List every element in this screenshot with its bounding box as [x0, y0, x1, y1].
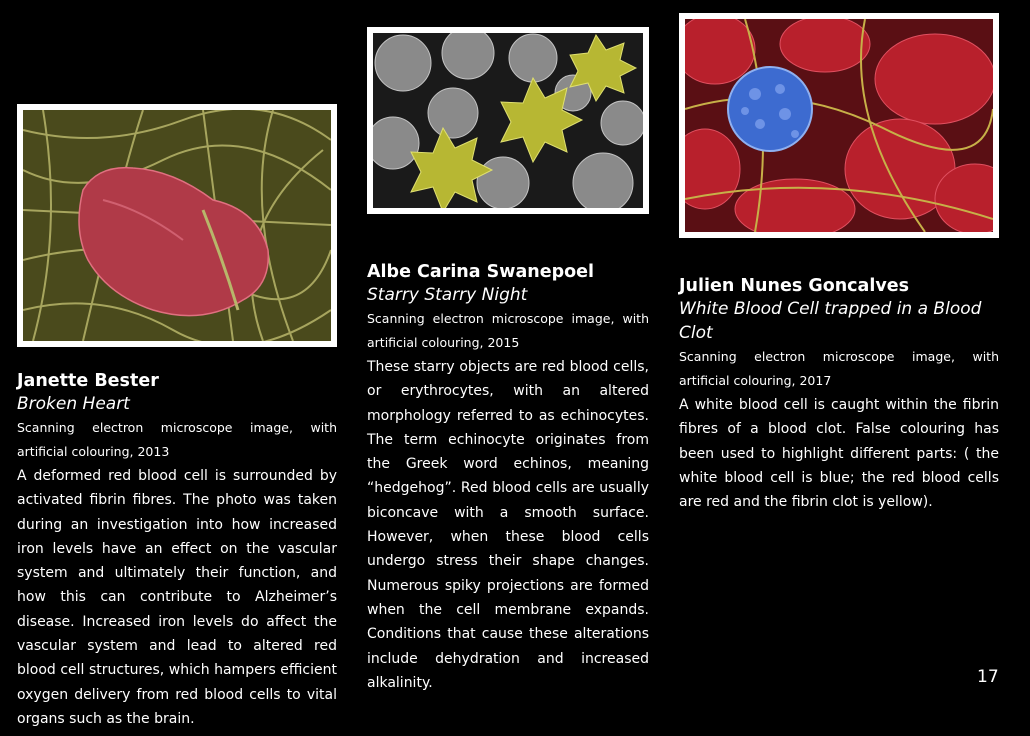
micrograph-broken-heart [23, 110, 331, 341]
artist-name: Albe Carina Swanepoel [367, 262, 594, 282]
image-white-blood-cell [679, 13, 999, 238]
artwork-description: A deformed red blood cell is surrounded by activated fibrin fibres. The photo was taken during an investigation into how increased iron levels have an effect on the vascular system and ultimately their function, and how this can contribute to Alzheimer’s disease. Increased iron levels do affect the vascular system and lead to altered red blood cell structures, which hampers efficient oxygen delivery from red blood cells to vital organs such as the brain. [17, 468, 337, 727]
artwork-description: A white blood cell is caught within the fibrin fibres of a blood clot. False colouring has been used to highlight different parts: ( the white blood cell is blue; the red blood cells are red and the fibrin clot is yellow). [679, 397, 999, 511]
artwork-caption: Scanning electron microscope image, with artificial colouring, 2017 [679, 349, 999, 388]
artist-name: Janette Bester [17, 371, 159, 391]
page-number: 17 [977, 667, 999, 687]
micrograph-starry-night [373, 33, 643, 208]
micrograph-white-blood-cell [685, 19, 993, 232]
artwork-title: Starry Starry Night [367, 285, 528, 305]
image-starry-starry-night [367, 27, 649, 214]
artwork-caption: Scanning electron microscope image, with artificial colouring, 2015 [367, 311, 649, 350]
artwork-title: White Blood Cell trapped in a Blood Clot [679, 299, 982, 343]
artwork-title: Broken Heart [17, 394, 130, 414]
artist-name: Julien Nunes Goncalves [679, 276, 910, 296]
artwork-description: These starry objects are red blood cells, or erythrocytes, with an altered morphology referred to as echinocytes. The term echinocyte originates from the Greek word echinos, meaning “hedgehog”. Red blood cells are usually biconcave with a smooth surface. However, when these blood cells undergo stress their shape changes. Numerous spiky projections are formed when the cell membrane expands. Conditions that cause these alterations include dehydration and increased alkalinity. [367, 359, 649, 691]
artwork-caption: Scanning electron microscope image, with artificial colouring, 2013 [17, 420, 337, 459]
image-broken-heart [17, 104, 337, 347]
